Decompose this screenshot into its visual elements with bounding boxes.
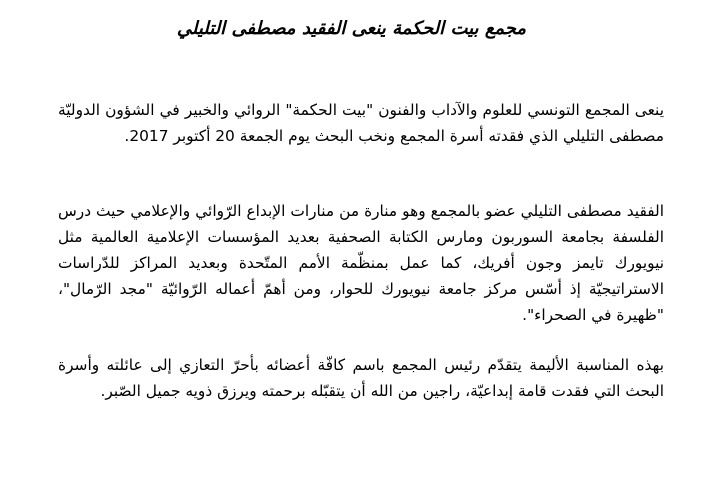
document-title: مجمع بيت الحكمة ينعى الفقيد مصطفى التليلي bbox=[176, 18, 527, 39]
paragraph-condolences: بهذه المناسبة الأليمة يتقدّم رئيس المجمع باسم كافّة أعضائه بأحرّ التعازي إلى عائلته وأسرة البحث التي فقدت قامة إبداعيّة، راجين من الله أن يتقبّله برحمته ويرزق ذويه جميل الصّبر. bbox=[58, 356, 664, 400]
paragraph-announcement: ينعى المجمع التونسي للعلوم والآداب والفنون "بيت الحكمة" الروائي والخبير في الشؤون الدوليّة مصطفى التليلي الذي فقدته أسرة المجمع ونخب البحث يوم الجمعة 20 أكتوبر 2017. bbox=[58, 101, 664, 145]
paragraph-biography: الفقيد مصطفى التليلي عضو بالمجمع وهو منارة من منارات الإبداع الرّوائي والإعلامي حيث درس الفلسفة بجامعة السوربون ومارس الكتابة الصحفية بعديد المؤسسات الإعلامية العالمية مثل نيويورك تايمز وجون أفريك، كما عمل بمنظّمة الأمم المتّحدة وبعديد المراكز للدّراسات الاستراتيجيّة إذ أسّس مركز جامعة نيويورك للحوار، ومن أهمّ أعماله الرّوائيّة "مجد الرّمال"، "ظهيرة في الصحراء". bbox=[58, 202, 664, 324]
